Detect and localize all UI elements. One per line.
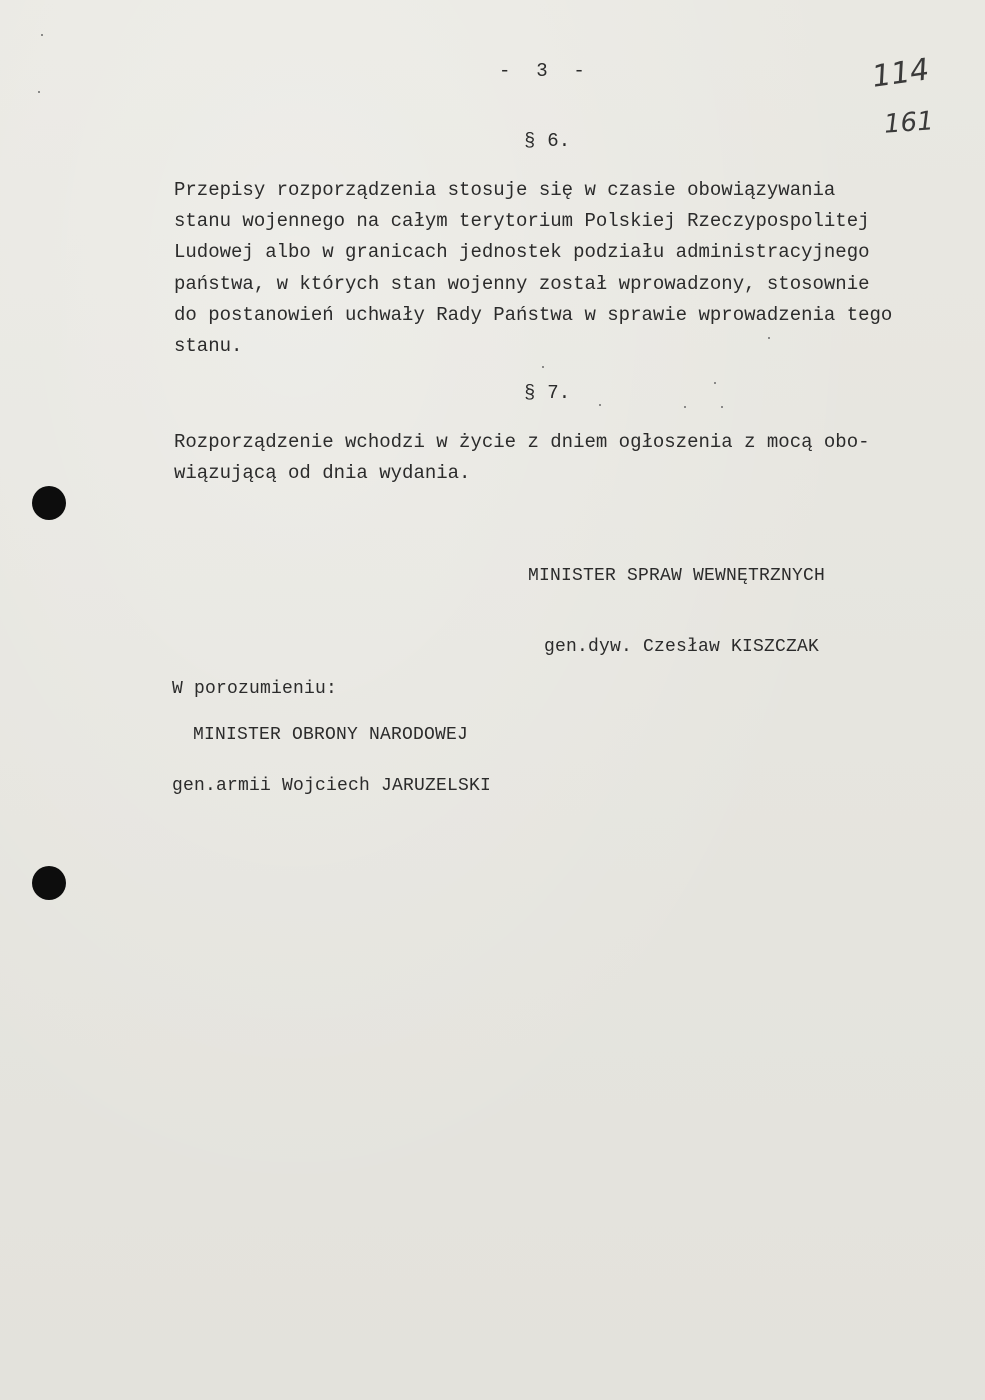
agreement-label: W porozumieniu: (172, 679, 338, 699)
section-6-line: stanu. (174, 335, 243, 358)
section-7-heading: § 7. (524, 382, 571, 404)
section-7-line: Rozporządzenie wchodzi w życie z dniem ogłoszenia z mocą obo- (174, 431, 870, 453)
paper-speck (41, 34, 43, 36)
paper-speck (542, 366, 544, 368)
paper-speck (599, 404, 601, 406)
signatory-title: MINISTER SPRAW WEWNĘTRZNYCH (528, 566, 826, 586)
archive-number-bottom: 161 (883, 106, 935, 140)
section-6-line: państwa, w których stan wojenny został wprowadzony, stosownie (174, 272, 870, 295)
archive-number-top: 114 (869, 52, 932, 95)
punch-hole (32, 486, 66, 520)
section-6-heading: § 6. (524, 130, 571, 152)
punch-hole (32, 866, 66, 900)
section-7-line: wiązującą od dnia wydania. (174, 462, 471, 485)
section-6-line: stanu wojennego na całym terytorium Polskiej Rzeczypospolitej (174, 210, 870, 233)
section-6-line: Przepisy rozporządzenia stosuje się w czasie obowiązywania (174, 179, 836, 201)
section-6-line: Ludowej albo w granicach jednostek podziału administracyjnego (174, 241, 870, 264)
section-6-paragraph (174, 175, 892, 362)
page-number: - 3 - (499, 60, 586, 82)
paper-speck (721, 406, 723, 408)
paper-speck (684, 406, 686, 408)
agreement-name: gen.armii Wojciech JARUZELSKI (172, 776, 492, 796)
paper-speck (38, 91, 40, 93)
paper-speck (768, 337, 770, 339)
section-7-paragraph (174, 427, 870, 489)
paper-speck (714, 382, 716, 384)
agreement-title: MINISTER OBRONY NARODOWEJ (193, 725, 469, 745)
signatory-name: gen.dyw. Czesław KISZCZAK (544, 637, 820, 657)
section-6-line: do postanowień uchwały Rady Państwa w sprawie wprowadzenia tego (174, 303, 893, 326)
